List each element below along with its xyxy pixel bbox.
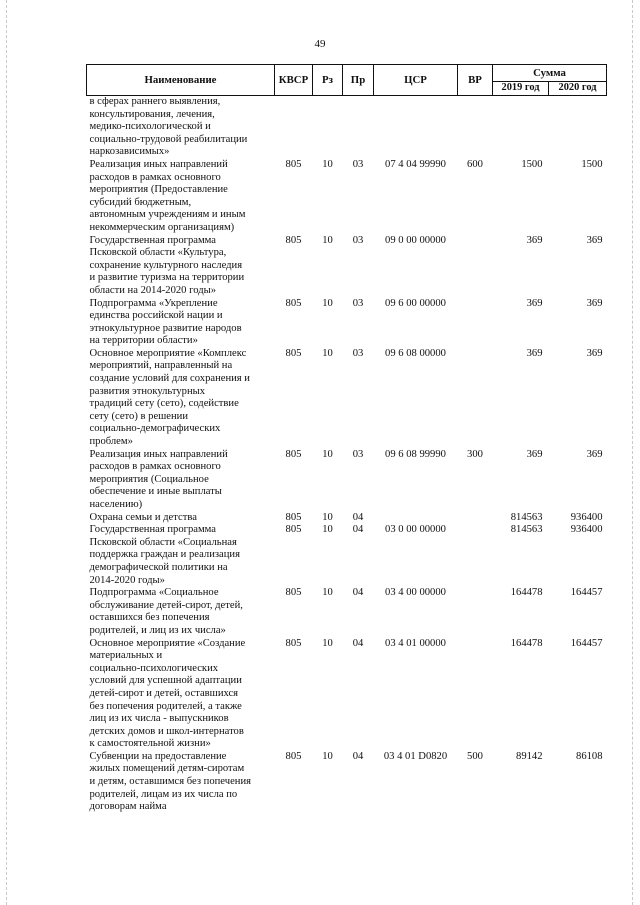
left-scan-edge [6, 0, 7, 905]
cell-name-line: развития этнокультурных [89, 385, 206, 397]
cell-csr: 03 4 00 00000 [385, 587, 446, 599]
header-vr: ВР [458, 65, 493, 96]
cell-vr [458, 298, 493, 348]
header-sum: Сумма [493, 65, 607, 82]
cell-name-line: социально-трудовой реабилитации [89, 133, 248, 145]
table-row [87, 348, 607, 449]
table-row [87, 751, 607, 814]
cell-name-line: сохранение культурного наследия [89, 259, 243, 271]
cell-name-line: этнокультурное развитие народов [89, 322, 242, 334]
cell-sum-2020: 164457 [570, 587, 603, 599]
cell-kvsr: 805 [285, 448, 302, 460]
cell-name-line: расходов в рамках основного [89, 461, 221, 473]
cell-name [87, 638, 275, 751]
cell-csr: 03 4 01 00000 [385, 637, 446, 649]
cell-name-line: лиц из их числа - выпускников [89, 713, 229, 725]
cell-name-line: автономным учреждениям и иным [89, 209, 246, 221]
cell-pr: 03 [352, 158, 364, 170]
table-row [87, 159, 607, 235]
cell-name-line: договорам найма [89, 801, 167, 813]
cell-vr [458, 235, 493, 298]
cell-name-line: 2014-2020 годы» [89, 574, 165, 586]
header-rz: Рз [313, 65, 343, 96]
cell-sum-2020: 1500 [581, 158, 603, 170]
cell-name-line: Реализация иных направлений [89, 448, 228, 460]
cell-sum-2019 [493, 96, 549, 159]
cell-sum-2019: 369 [526, 347, 543, 359]
cell-name-line: мероприятий, направленный на [89, 360, 233, 372]
cell-name [87, 512, 275, 525]
cell-sum-2019: 1500 [521, 158, 543, 170]
cell-name-line: социально-психологических [89, 662, 219, 674]
right-scan-edge [632, 0, 633, 905]
cell-name-line: родителей, лицам из их числа по [89, 788, 238, 800]
cell-sum-2020: 369 [586, 448, 603, 460]
cell-vr [458, 96, 493, 159]
cell-name-line: Подпрограмма «Социальное [89, 587, 219, 599]
cell-kvsr: 805 [285, 750, 302, 762]
table-row [87, 524, 607, 587]
cell-sum-2019: 814563 [510, 524, 543, 536]
table-body [87, 96, 607, 814]
table-row [87, 298, 607, 348]
cell-csr: 09 6 00 00000 [385, 297, 446, 309]
cell-name-line: Основное мероприятие «Создание [89, 637, 246, 649]
cell-rz: 10 [322, 297, 333, 309]
cell-sum-2020: 936400 [570, 511, 603, 523]
cell-vr [458, 587, 493, 637]
table-header [87, 65, 607, 96]
cell-name-line: поддержка граждан и реализация [89, 549, 240, 561]
header-year-2020: 2020 год [549, 82, 607, 96]
cell-vr: 300 [467, 448, 483, 460]
budget-table [86, 64, 607, 814]
cell-name-line: материальных и [89, 650, 163, 662]
table-row [87, 449, 607, 512]
cell-kvsr: 805 [285, 524, 302, 536]
cell-csr: 07 4 04 99990 [385, 158, 446, 170]
cell-rz: 10 [322, 448, 333, 460]
cell-name-line: некоммерческим организациям) [89, 221, 235, 233]
header-csr: ЦСР [374, 65, 458, 96]
cell-rz: 10 [322, 511, 333, 523]
cell-sum-2020 [549, 96, 607, 159]
cell-sum-2020: 369 [586, 297, 603, 309]
cell-kvsr: 805 [285, 587, 302, 599]
cell-kvsr: 805 [285, 637, 302, 649]
cell-csr: 09 6 08 99990 [385, 448, 446, 460]
cell-pr: 03 [352, 297, 364, 309]
cell-name-line: медико-психологической и [89, 121, 211, 133]
cell-name-line: без попечения родителей, а также [89, 700, 242, 712]
cell-name-line: жилых помещений детям-сиротам [89, 763, 245, 775]
cell-name-line: Государственная программа [89, 234, 217, 246]
cell-rz: 10 [322, 524, 333, 536]
cell-name-line: области на 2014-2020 годы» [89, 284, 217, 296]
cell-sum-2020: 936400 [570, 524, 603, 536]
cell-kvsr: 805 [285, 347, 302, 359]
cell-csr: 09 6 08 00000 [385, 347, 446, 359]
cell-name-line: единства российской нации и [89, 310, 223, 322]
cell-name [87, 235, 275, 298]
cell-sum-2019: 369 [526, 234, 543, 246]
cell-name-line: наркозависимых» [89, 146, 170, 158]
cell-rz: 10 [322, 158, 333, 170]
cell-name-line: Псковской области «Социальная [89, 536, 237, 548]
cell-sum-2019: 369 [526, 448, 543, 460]
cell-rz: 10 [322, 750, 333, 762]
cell-sum-2019: 164478 [510, 587, 543, 599]
cell-vr [458, 512, 493, 525]
cell-name [87, 159, 275, 235]
cell-name-line: демографической политики на [89, 561, 228, 573]
cell-rz: 10 [322, 347, 333, 359]
cell-csr: 03 4 01 D0820 [383, 750, 448, 762]
cell-pr: 03 [352, 448, 364, 460]
cell-name-line: расходов в рамках основного [89, 171, 221, 183]
cell-sum-2019: 164478 [510, 637, 543, 649]
cell-name-line: мероприятия (Предоставление [89, 184, 228, 196]
cell-name-line: мероприятия (Социальное [89, 473, 209, 485]
cell-name-line: Субвенции на предоставление [89, 750, 227, 762]
cell-csr [374, 96, 458, 159]
cell-vr: 500 [467, 750, 483, 762]
cell-name [87, 524, 275, 587]
cell-sum-2019: 89142 [516, 750, 543, 762]
cell-name-line: обслуживание детей-сирот, детей, [89, 599, 243, 611]
cell-name-line: консультирования, лечения, [89, 108, 215, 120]
cell-kvsr: 805 [285, 234, 302, 246]
cell-name-line: создание условий для сохранения и [89, 373, 250, 385]
cell-csr [374, 512, 458, 525]
cell-sum-2019: 369 [526, 297, 543, 309]
cell-name-line: проблем» [89, 436, 133, 448]
cell-name-line: к самостоятельной жизни» [89, 738, 211, 750]
cell-csr: 03 0 00 00000 [385, 524, 446, 536]
cell-name [87, 298, 275, 348]
cell-vr [458, 348, 493, 449]
cell-name [87, 96, 275, 159]
cell-name-line: и детям, оставшимся без попечения [89, 776, 251, 788]
cell-sum-2020: 164457 [570, 637, 603, 649]
cell-pr: 04 [352, 511, 364, 523]
cell-name-line: Охрана семьи и детства [89, 511, 197, 523]
cell-name-line: традиций сету (сето), содействие [89, 398, 239, 410]
cell-vr: 600 [467, 158, 483, 170]
cell-rz: 10 [322, 587, 333, 599]
cell-csr: 09 0 00 00000 [385, 234, 446, 246]
cell-name-line: сету (сето) в решении [89, 410, 189, 422]
cell-name-line: детей-сирот и детей, оставшихся [89, 687, 239, 699]
cell-pr: 04 [352, 524, 364, 536]
cell-pr [343, 96, 374, 159]
cell-kvsr [275, 96, 313, 159]
cell-name-line: и развитие туризма на территории [89, 272, 245, 284]
table-row [87, 96, 607, 159]
table-row [87, 512, 607, 525]
cell-name-line: Подпрограмма «Укрепление [89, 297, 218, 309]
header-year-2019: 2019 год [493, 82, 549, 96]
cell-vr [458, 638, 493, 751]
table-row [87, 235, 607, 298]
header-name: Наименование [87, 65, 275, 96]
cell-name-line: родителей, и лиц из их числа» [89, 624, 226, 636]
cell-vr [458, 524, 493, 587]
cell-name [87, 449, 275, 512]
page-number: 49 [314, 38, 326, 50]
cell-name-line: условий для успешной адаптации [89, 675, 242, 687]
cell-name-line: Основное мероприятие «Комплекс [89, 347, 247, 359]
cell-name-line: Псковской области «Культура, [89, 247, 227, 259]
cell-rz: 10 [322, 234, 333, 246]
cell-pr: 03 [352, 234, 364, 246]
cell-kvsr: 805 [285, 297, 302, 309]
table-row [87, 587, 607, 637]
table-row [87, 638, 607, 751]
cell-sum-2020: 369 [586, 234, 603, 246]
cell-sum-2020: 369 [586, 347, 603, 359]
cell-sum-2020: 86108 [576, 750, 603, 762]
cell-name-line: детских домов и школ-интернатов [89, 725, 244, 737]
cell-name-line: на территории области» [89, 335, 198, 347]
cell-pr: 04 [352, 587, 364, 599]
cell-name [87, 348, 275, 449]
cell-name [87, 751, 275, 814]
cell-rz [313, 96, 343, 159]
cell-name-line: оставшихся без попечения [89, 612, 210, 624]
cell-name-line: социально-демографических [89, 423, 221, 435]
cell-pr: 04 [352, 637, 364, 649]
cell-name-line: в сферах раннего выявления, [89, 96, 221, 107]
cell-pr: 04 [352, 750, 364, 762]
cell-sum-2019: 814563 [510, 511, 543, 523]
cell-kvsr: 805 [285, 511, 302, 523]
cell-name-line: населению) [89, 499, 143, 510]
cell-name-line: Реализация иных направлений [89, 158, 228, 170]
cell-name-line: субсидий бюджетным, [89, 196, 192, 208]
cell-name-line: обеспечение и иные выплаты [89, 486, 222, 498]
cell-name [87, 587, 275, 637]
cell-rz: 10 [322, 637, 333, 649]
cell-kvsr: 805 [285, 158, 302, 170]
cell-pr: 03 [352, 347, 364, 359]
header-pr: Пр [343, 65, 374, 96]
header-kvsr: КВСР [275, 65, 313, 96]
cell-name-line: Государственная программа [89, 524, 217, 536]
